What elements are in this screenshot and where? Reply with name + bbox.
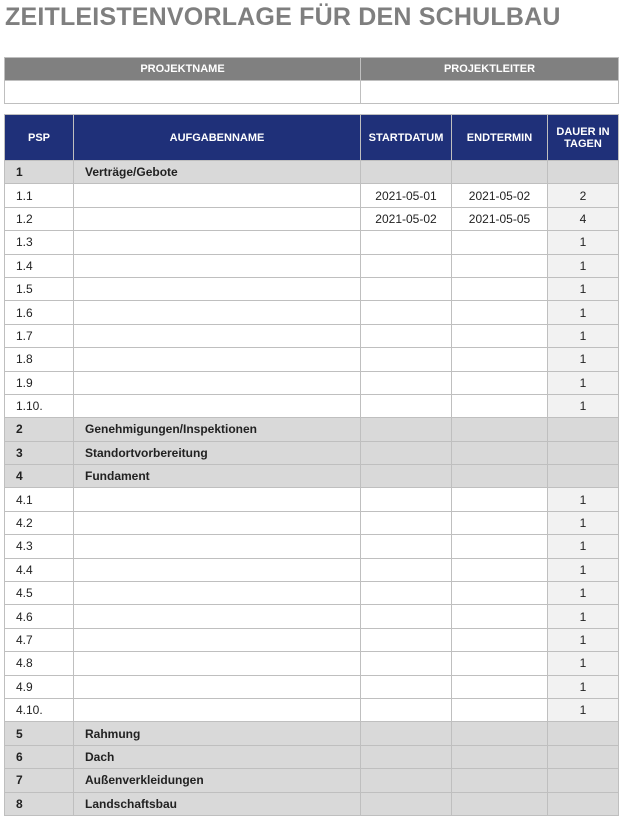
task-name-cell[interactable]: Verträge/Gebote xyxy=(74,161,361,184)
table-row xyxy=(5,511,619,534)
end-date-cell[interactable] xyxy=(452,535,548,558)
table-row xyxy=(5,254,619,277)
task-column-header: AUFGABENNAME xyxy=(74,115,361,161)
start-date-cell[interactable] xyxy=(361,745,452,768)
psp-cell[interactable]: 5 xyxy=(5,722,74,745)
end-date-cell[interactable] xyxy=(452,231,548,254)
duration-cell[interactable]: 1 xyxy=(548,558,619,581)
task-name-cell[interactable] xyxy=(74,535,361,558)
psp-cell[interactable]: 1.3 xyxy=(5,231,74,254)
task-name-cell[interactable] xyxy=(74,254,361,277)
psp-cell[interactable]: 6 xyxy=(5,745,74,768)
end-date-cell[interactable] xyxy=(452,511,548,534)
project-lead-cell[interactable] xyxy=(361,81,619,104)
duration-cell[interactable]: 1 xyxy=(548,582,619,605)
duration-cell[interactable] xyxy=(548,722,619,745)
psp-cell[interactable]: 4 xyxy=(5,465,74,488)
duration-cell[interactable]: 1 xyxy=(548,254,619,277)
task-name-cell[interactable] xyxy=(74,394,361,417)
psp-cell[interactable]: 4.6 xyxy=(5,605,74,628)
task-name-cell[interactable]: Standortvorbereitung xyxy=(74,441,361,464)
psp-cell[interactable]: 8 xyxy=(5,792,74,815)
psp-cell[interactable]: 4.7 xyxy=(5,628,74,651)
table-group-row xyxy=(5,769,619,792)
table-row xyxy=(5,371,619,394)
psp-cell[interactable]: 2 xyxy=(5,418,74,441)
end-date-cell[interactable] xyxy=(452,488,548,511)
psp-cell[interactable]: 1.6 xyxy=(5,301,74,324)
end-date-cell[interactable] xyxy=(452,675,548,698)
start-date-cell[interactable] xyxy=(361,652,452,675)
start-date-cell[interactable] xyxy=(361,628,452,651)
table-row xyxy=(5,207,619,230)
end-date-cell[interactable] xyxy=(452,769,548,792)
psp-cell[interactable]: 1.9 xyxy=(5,371,74,394)
end-date-cell[interactable] xyxy=(452,465,548,488)
psp-cell[interactable]: 1.8 xyxy=(5,348,74,371)
duration-cell[interactable]: 1 xyxy=(548,535,619,558)
table-group-row xyxy=(5,161,619,184)
start-date-cell[interactable] xyxy=(361,722,452,745)
start-date-cell[interactable] xyxy=(361,558,452,581)
table-group-row xyxy=(5,441,619,464)
end-date-cell[interactable] xyxy=(452,722,548,745)
duration-cell[interactable]: 1 xyxy=(548,231,619,254)
psp-cell[interactable]: 1 xyxy=(5,161,74,184)
start-date-cell[interactable] xyxy=(361,231,452,254)
task-name-cell[interactable] xyxy=(74,628,361,651)
end-date-cell[interactable] xyxy=(452,698,548,721)
duration-cell[interactable]: 1 xyxy=(548,511,619,534)
psp-cell[interactable]: 4.9 xyxy=(5,675,74,698)
task-name-cell[interactable] xyxy=(74,207,361,230)
task-name-cell[interactable] xyxy=(74,511,361,534)
duration-cell[interactable]: 4 xyxy=(548,207,619,230)
end-date-cell[interactable]: 2021-05-02 xyxy=(452,184,548,207)
page-title: ZEITLEISTENVORLAGE FÜR DEN SCHULBAU xyxy=(5,3,561,31)
duration-cell[interactable]: 1 xyxy=(548,605,619,628)
psp-cell[interactable]: 4.1 xyxy=(5,488,74,511)
task-name-cell[interactable]: Dach xyxy=(74,745,361,768)
table-row xyxy=(5,277,619,300)
task-name-cell[interactable] xyxy=(74,558,361,581)
table-header-row xyxy=(5,115,619,161)
start-date-cell[interactable] xyxy=(361,301,452,324)
task-name-cell[interactable] xyxy=(74,348,361,371)
table-group-row xyxy=(5,792,619,815)
duration-cell[interactable] xyxy=(548,161,619,184)
end-date-cell[interactable] xyxy=(452,371,548,394)
start-date-cell[interactable] xyxy=(361,605,452,628)
end-date-cell[interactable] xyxy=(452,394,548,417)
end-date-cell[interactable] xyxy=(452,558,548,581)
end-date-cell[interactable] xyxy=(452,745,548,768)
project-name-header: PROJEKTNAME xyxy=(5,58,361,81)
start-date-cell[interactable] xyxy=(361,161,452,184)
table-row xyxy=(5,231,619,254)
end-date-cell[interactable] xyxy=(452,652,548,675)
psp-cell[interactable]: 4.4 xyxy=(5,558,74,581)
table-group-row xyxy=(5,418,619,441)
end-date-cell[interactable] xyxy=(452,277,548,300)
table-group-row xyxy=(5,465,619,488)
task-name-cell[interactable] xyxy=(74,488,361,511)
end-date-cell[interactable] xyxy=(452,324,548,347)
task-name-cell[interactable] xyxy=(74,582,361,605)
psp-cell[interactable]: 4.10. xyxy=(5,698,74,721)
start-date-cell[interactable] xyxy=(361,582,452,605)
start-date-cell[interactable] xyxy=(361,277,452,300)
table-row xyxy=(5,582,619,605)
start-date-cell[interactable] xyxy=(361,488,452,511)
start-column-header: STARTDATUM xyxy=(361,115,452,161)
psp-cell[interactable]: 4.3 xyxy=(5,535,74,558)
end-date-cell[interactable] xyxy=(452,161,548,184)
table-row xyxy=(5,184,619,207)
table-row xyxy=(5,675,619,698)
duration-cell[interactable]: 1 xyxy=(548,628,619,651)
task-name-cell[interactable] xyxy=(74,277,361,300)
table-row xyxy=(5,348,619,371)
project-name-cell[interactable] xyxy=(5,81,361,104)
table-group-row xyxy=(5,722,619,745)
task-name-cell[interactable] xyxy=(74,371,361,394)
end-date-cell[interactable] xyxy=(452,605,548,628)
table-body xyxy=(5,161,619,816)
task-name-cell[interactable] xyxy=(74,324,361,347)
table-group-row xyxy=(5,745,619,768)
project-info-table xyxy=(4,57,619,104)
start-date-cell[interactable] xyxy=(361,792,452,815)
end-date-cell[interactable] xyxy=(452,582,548,605)
start-date-cell[interactable] xyxy=(361,535,452,558)
task-name-cell[interactable] xyxy=(74,652,361,675)
start-date-cell[interactable]: 2021-05-02 xyxy=(361,207,452,230)
end-date-cell[interactable] xyxy=(452,792,548,815)
psp-cell[interactable]: 4.2 xyxy=(5,511,74,534)
duration-cell[interactable] xyxy=(548,745,619,768)
task-name-cell[interactable]: Landschaftsbau xyxy=(74,792,361,815)
task-name-cell[interactable] xyxy=(74,231,361,254)
duration-cell[interactable]: 2 xyxy=(548,184,619,207)
table-row xyxy=(5,324,619,347)
table-row xyxy=(5,394,619,417)
task-name-cell[interactable] xyxy=(74,605,361,628)
task-name-cell[interactable] xyxy=(74,675,361,698)
start-date-cell[interactable] xyxy=(361,324,452,347)
table-row xyxy=(5,698,619,721)
end-column-header: ENDTERMIN xyxy=(452,115,548,161)
project-lead-header: PROJEKTLEITER xyxy=(361,58,619,81)
start-date-cell[interactable] xyxy=(361,418,452,441)
psp-cell[interactable]: 1.7 xyxy=(5,324,74,347)
task-name-cell[interactable]: Fundament xyxy=(74,465,361,488)
start-date-cell[interactable] xyxy=(361,254,452,277)
duration-cell[interactable]: 1 xyxy=(548,371,619,394)
psp-cell[interactable]: 4.5 xyxy=(5,582,74,605)
duration-cell[interactable] xyxy=(548,769,619,792)
duration-cell[interactable] xyxy=(548,792,619,815)
duration-cell[interactable] xyxy=(548,441,619,464)
psp-cell[interactable]: 7 xyxy=(5,769,74,792)
timeline-table xyxy=(4,114,619,816)
duration-cell[interactable] xyxy=(548,465,619,488)
end-date-cell[interactable] xyxy=(452,301,548,324)
start-date-cell[interactable] xyxy=(361,441,452,464)
end-date-cell[interactable] xyxy=(452,348,548,371)
table-row xyxy=(5,535,619,558)
duration-cell[interactable] xyxy=(548,418,619,441)
psp-column-header: PSP xyxy=(5,115,74,161)
end-date-cell[interactable] xyxy=(452,441,548,464)
task-name-cell[interactable] xyxy=(74,301,361,324)
start-date-cell[interactable] xyxy=(361,394,452,417)
start-date-cell[interactable] xyxy=(361,465,452,488)
table-row xyxy=(5,558,619,581)
psp-cell[interactable]: 3 xyxy=(5,441,74,464)
task-name-cell[interactable]: Rahmung xyxy=(74,722,361,745)
table-row xyxy=(5,628,619,651)
psp-cell[interactable]: 1.5 xyxy=(5,277,74,300)
start-date-cell[interactable] xyxy=(361,371,452,394)
end-date-cell[interactable] xyxy=(452,254,548,277)
psp-cell[interactable]: 1.1 xyxy=(5,184,74,207)
psp-cell[interactable]: 1.10. xyxy=(5,394,74,417)
duration-column-header: DAUER IN TAGEN xyxy=(548,115,619,161)
table-row xyxy=(5,301,619,324)
duration-cell[interactable]: 1 xyxy=(548,394,619,417)
duration-cell[interactable]: 1 xyxy=(548,277,619,300)
end-date-cell[interactable]: 2021-05-05 xyxy=(452,207,548,230)
duration-cell[interactable]: 1 xyxy=(548,698,619,721)
task-name-cell[interactable] xyxy=(74,184,361,207)
table-row xyxy=(5,652,619,675)
psp-cell[interactable]: 1.2 xyxy=(5,207,74,230)
table-row xyxy=(5,488,619,511)
duration-cell[interactable]: 1 xyxy=(548,324,619,347)
duration-cell[interactable]: 1 xyxy=(548,488,619,511)
start-date-cell[interactable]: 2021-05-01 xyxy=(361,184,452,207)
end-date-cell[interactable] xyxy=(452,418,548,441)
task-name-cell[interactable]: Genehmigungen/Inspektionen xyxy=(74,418,361,441)
psp-cell[interactable]: 4.8 xyxy=(5,652,74,675)
duration-cell[interactable]: 1 xyxy=(548,348,619,371)
start-date-cell[interactable] xyxy=(361,698,452,721)
task-name-cell[interactable]: Außenverkleidungen xyxy=(74,769,361,792)
end-date-cell[interactable] xyxy=(452,628,548,651)
task-name-cell[interactable] xyxy=(74,698,361,721)
start-date-cell[interactable] xyxy=(361,675,452,698)
duration-cell[interactable]: 1 xyxy=(548,675,619,698)
duration-cell[interactable]: 1 xyxy=(548,301,619,324)
start-date-cell[interactable] xyxy=(361,511,452,534)
psp-cell[interactable]: 1.4 xyxy=(5,254,74,277)
duration-cell[interactable]: 1 xyxy=(548,652,619,675)
start-date-cell[interactable] xyxy=(361,348,452,371)
table-row xyxy=(5,605,619,628)
start-date-cell[interactable] xyxy=(361,769,452,792)
